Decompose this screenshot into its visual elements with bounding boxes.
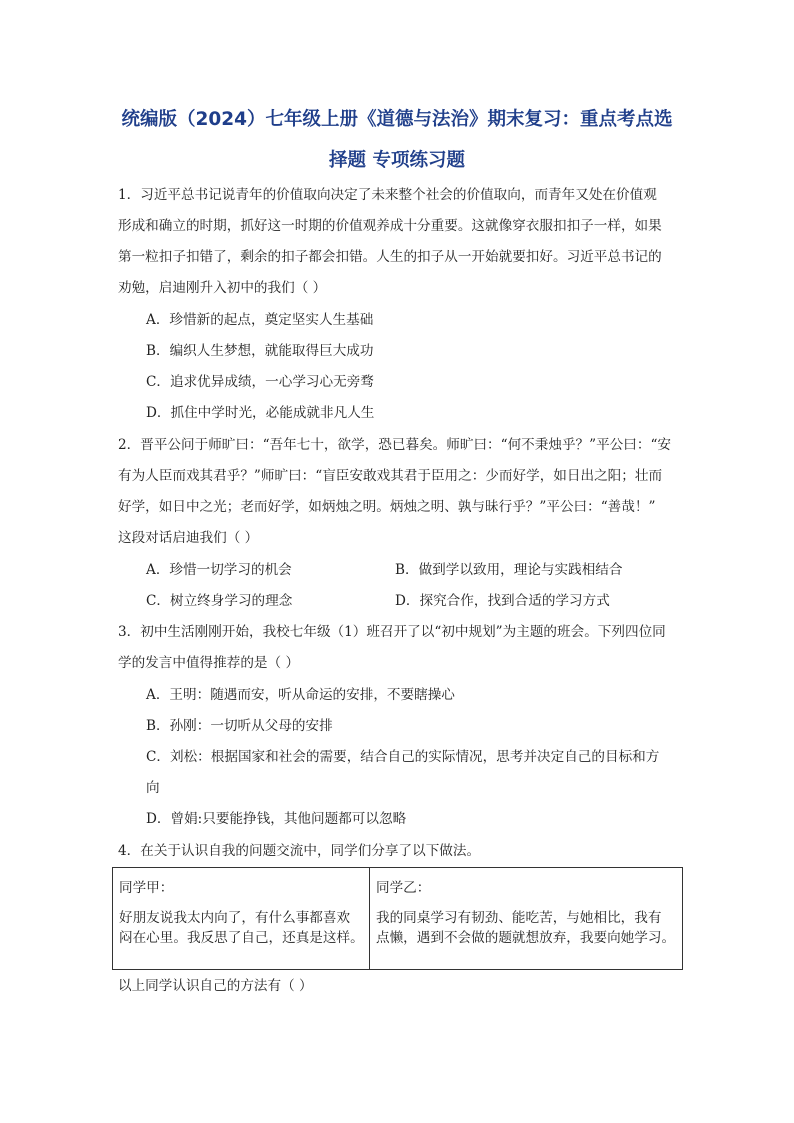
question-4-line-1: 4．在关于认识自我的问题交流中，同学们分享了以下做法。 [118, 843, 481, 859]
student-a-text-line-1: 好朋友说我太内向了，有什么事都喜欢 [119, 910, 351, 926]
table-cell-student-a [113, 868, 370, 970]
question-3-option-b: B．孙刚：一切听从父母的安排 [146, 718, 333, 734]
student-a-label: 同学甲： [119, 880, 174, 896]
question-3-option-c-continued: 向 [146, 780, 160, 796]
page-title-line-2: 择题 专项练习题 [329, 150, 465, 171]
table-cell-student-b [370, 868, 683, 970]
page-title-line-1: 统编版（2024）七年级上册《道德与法治》期末复习：重点考点选 [121, 109, 673, 130]
question-1-line-2: 形成和确立的时期，抓好这一时期的价值观养成十分重要。这就像穿衣服扣扣子一样，如果 [118, 218, 662, 234]
question-3-option-c: C．刘松：根据国家和社会的需要，结合自己的实际情况，思考并决定自己的目标和方 [146, 749, 660, 765]
question-1-line-4: 劝勉，启迪刚升入初中的我们（ ） [118, 280, 327, 296]
question-1-option-b: B．编织人生梦想，就能取得巨大成功 [146, 343, 374, 359]
question-2-option-b: B．做到学以致用，理论与实践相结合 [395, 562, 623, 578]
question-2-option-a: A．珍惜一切学习的机会 [146, 562, 292, 578]
comparison-table [112, 867, 683, 970]
question-2-line-2: 有为人臣而戏其君乎？”师旷曰：“盲臣安敢戏其君于臣用之：少而好学，如日出之阳；壮而 [118, 468, 663, 484]
question-1-line-1: 1．习近平总书记说青年的价值取向决定了未来整个社会的价值取向，而青年又处在价值观 [118, 187, 657, 203]
question-1-option-c: C．追求优异成绩，一心学习心无旁骛 [146, 374, 374, 390]
question-1-option-a: A．珍惜新的起点，奠定坚实人生基础 [146, 312, 374, 328]
question-2-line-3: 好学，如日中之光；老而好学，如炳烛之明。炳烛之明、孰与昧行乎？”平公曰：“善哉！” [118, 499, 656, 515]
question-2-option-c: C．树立终身学习的理念 [146, 593, 293, 609]
question-3-option-a: A．王明：随遇而安，听从命运的安排，不要瞎操心 [146, 687, 455, 703]
question-3-line-1: 3．初中生活刚刚开始，我校七年级（1）班召开了以“初中规划”为主题的班会。下列四位同 [118, 624, 666, 640]
question-2-line-1: 2．晋平公问于师旷曰：“吾年七十，欲学，恐已暮矣。师旷曰：“何不秉烛乎？”平公曰：“安 [118, 437, 672, 453]
question-1-line-3: 第一粒扣子扣错了，剩余的扣子都会扣错。人生的扣子从一开始就要扣好。习近平总书记的 [118, 249, 662, 265]
student-b-text-line-1: 我的同桌学习有韧劲、能吃苦，与她相比，我有 [376, 910, 662, 926]
student-a-text-line-2: 闷在心里。我反思了自己，还真是这样。 [119, 930, 364, 946]
question-3-line-2: 学的发言中值得推荐的是（ ） [118, 655, 300, 671]
question-3-option-d: D．曾娟:只要能挣钱，其他问题都可以忽略 [146, 811, 407, 827]
question-2-option-d: D．探究合作，找到合适的学习方式 [395, 593, 610, 609]
question-2-line-4: 这段对话启迪我们（ ） [118, 530, 259, 546]
student-b-label: 同学乙： [376, 880, 431, 896]
question-1-option-d: D．抓住中学时光，必能成就非凡人生 [146, 405, 375, 421]
student-b-text-line-2: 点懒，遇到不会做的题就想放弃，我要向她学习。 [376, 930, 676, 946]
question-4-tail: 以上同学认识自己的方法有（ ） [118, 978, 313, 994]
